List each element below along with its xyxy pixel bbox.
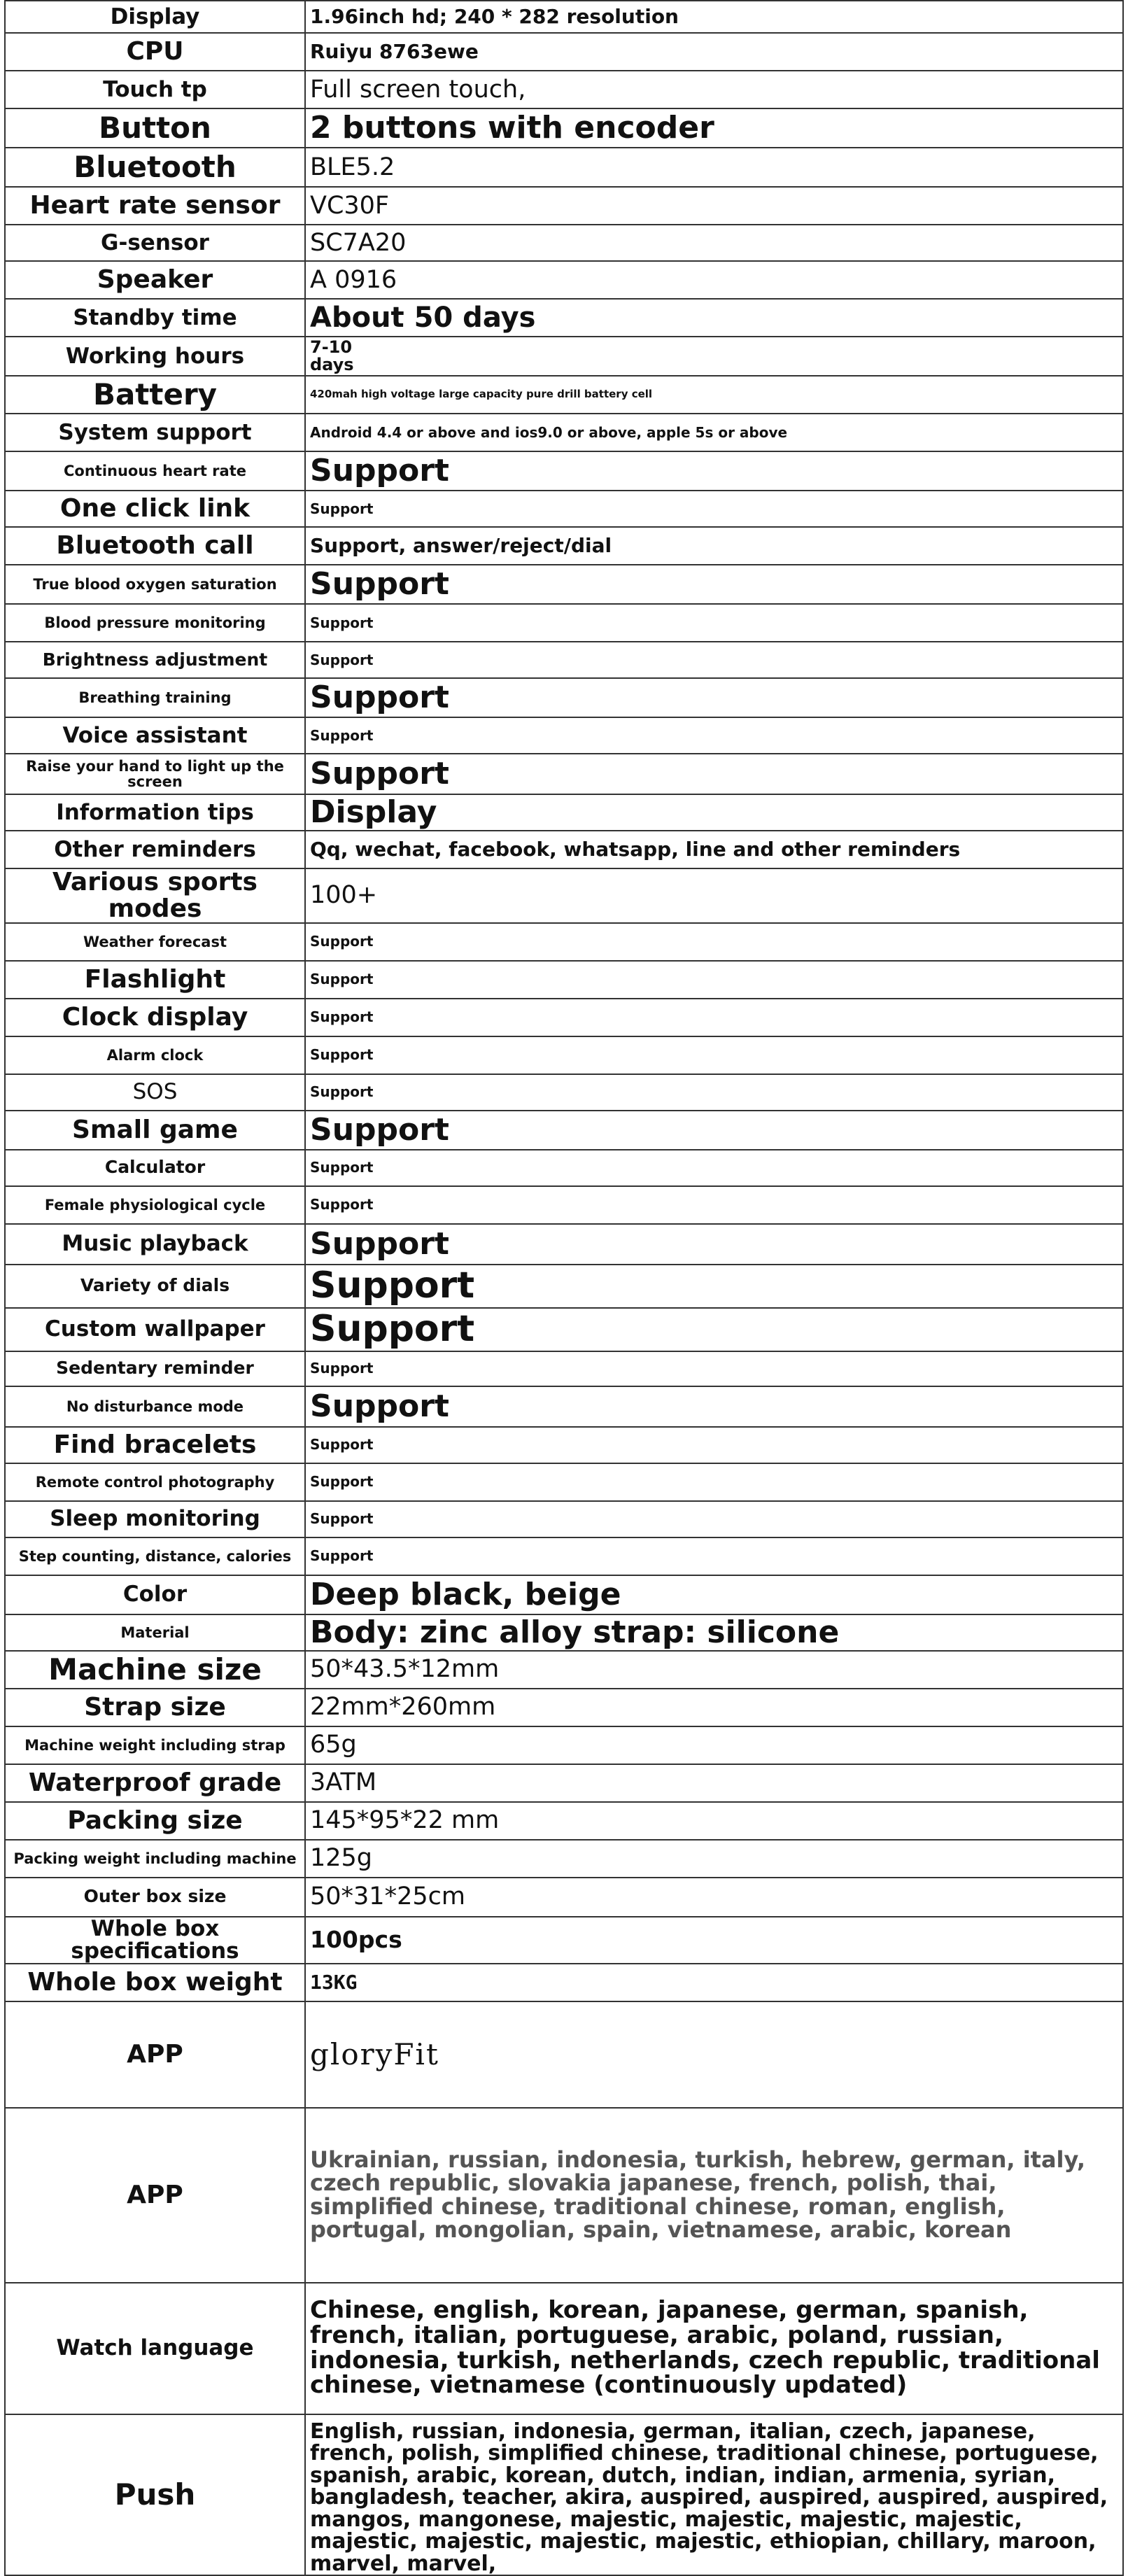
spec-value: Support [305,565,1123,604]
spec-value: Support [305,961,1123,999]
spec-value: Support [305,1501,1123,1537]
spec-value: Support [305,1427,1123,1463]
spec-value: Ukrainian, russian, indonesia, turkish, hebrew, german, italy, czech republic, slovakia japanese, french, polish, thai, simplified chinese, traditional chinese, roman, english, portugal, mongolian, spain, vietnamese, arabic, korean [305,2108,1123,2283]
table-row [5,299,1123,337]
spec-label: Machine weight including strap [5,1726,305,1764]
spec-value: Support [305,491,1123,527]
spec-value: Chinese, english, korean, japanese, german, spanish, french, italian, portuguese, arabic, poland, russian, indonesia, turkish, netherlands, czech republic, traditional chinese, vietnamese (continuously updated) [305,2283,1123,2414]
spec-label: Display [5,1,305,33]
spec-value: 22mm*260mm [305,1689,1123,1726]
spec-label: Outer box size [5,1878,305,1917]
table-row [5,148,1123,187]
table-row [5,1,1123,33]
table-row [5,1463,1123,1501]
spec-label: Remote control photography [5,1463,305,1501]
table-row [5,2108,1123,2283]
table-row [5,108,1123,148]
spec-label: CPU [5,33,305,71]
table-row [5,1614,1123,1651]
spec-label: Push [5,2414,305,2576]
spec-value: Support [305,1111,1123,1150]
spec-label: Brightness adjustment [5,642,305,678]
spec-value: 1.96inch hd; 240 * 282 resolution [305,1,1123,33]
spec-value: 65g [305,1726,1123,1764]
spec-value: Android 4.4 or above and ios9.0 or above, apple 5s or above [305,414,1123,451]
table-row [5,1964,1123,2001]
spec-label: Battery [5,376,305,414]
spec-label: Strap size [5,1689,305,1726]
spec-label: Raise your hand to light up the screen [5,754,305,794]
spec-label: Whole box specifications [5,1917,305,1964]
spec-label: Button [5,108,305,148]
spec-value: Support [305,1463,1123,1501]
spec-value: A 0916 [305,261,1123,299]
spec-label: Material [5,1614,305,1651]
spec-label: G-sensor [5,225,305,261]
spec-label: Breathing training [5,678,305,717]
table-row [5,1386,1123,1427]
spec-value: 145*95*22 mm [305,1802,1123,1840]
spec-value: Support [305,642,1123,678]
spec-value: Body: zinc alloy strap: silicone [305,1614,1123,1651]
spec-label: Working hours [5,337,305,376]
spec-value: Support [305,1074,1123,1111]
spec-label: Find bracelets [5,1427,305,1463]
spec-value: BLE5.2 [305,148,1123,187]
table-row [5,1840,1123,1878]
spec-label: Blood pressure monitoring [5,604,305,642]
spec-label: Step counting, distance, calories [5,1537,305,1575]
spec-label: Touch tp [5,71,305,108]
spec-value: Ruiyu 8763ewe [305,33,1123,71]
table-row [5,1878,1123,1917]
spec-label: Sleep monitoring [5,1501,305,1537]
spec-label: System support [5,414,305,451]
table-row [5,1802,1123,1840]
spec-label: Watch language [5,2283,305,2414]
spec-label: Packing size [5,1802,305,1840]
table-row [5,1265,1123,1308]
table-row [5,999,1123,1036]
table-row [5,794,1123,831]
spec-value: English, russian, indonesia, german, italian, czech, japanese, french, polish, simplified chinese, traditional chinese, portuguese, spanish, arabic, korean, dutch, indian, indian, armenia, syrian, bangladesh, teacher, akira, auspired, auspired, auspired, auspired, mangos, mangonese, majestic, majestic, majestic, majestic, majestic, majestic, majestic, majestic, ethiopian, chillary, maroon, marvel, marvel, [305,2414,1123,2576]
spec-value: 3ATM [305,1764,1123,1802]
spec-value: Support [305,1265,1123,1308]
spec-value: Support [305,1224,1123,1265]
spec-label: Other reminders [5,831,305,868]
spec-table [4,0,1124,2576]
spec-label: Female physiological cycle [5,1186,305,1224]
table-row [5,414,1123,451]
table-row [5,1651,1123,1689]
spec-value: Support [305,604,1123,642]
spec-value: Support, answer/reject/dial [305,527,1123,565]
table-row [5,187,1123,225]
spec-value: Support [305,999,1123,1036]
spec-value: Support [305,678,1123,717]
table-row [5,868,1123,923]
spec-label: No disturbance mode [5,1386,305,1427]
spec-label: Bluetooth [5,148,305,187]
spec-value: Support [305,1186,1123,1224]
table-row [5,678,1123,717]
table-row [5,376,1123,414]
spec-label: Sedentary reminder [5,1351,305,1386]
table-row [5,642,1123,678]
spec-value: Qq, wechat, facebook, whatsapp, line and other reminders [305,831,1123,868]
spec-label: Calculator [5,1150,305,1186]
spec-value: 100pcs [305,1917,1123,1964]
spec-value: About 50 days [305,299,1123,337]
spec-value: Support [305,1386,1123,1427]
table-row [5,451,1123,491]
table-row [5,2414,1123,2576]
table-row [5,1764,1123,1802]
spec-label: One click link [5,491,305,527]
table-row [5,1111,1123,1150]
table-row [5,831,1123,868]
spec-label: Color [5,1575,305,1614]
spec-value: Support [305,1150,1123,1186]
spec-value: Support [305,1308,1123,1351]
spec-value: 50*43.5*12mm [305,1651,1123,1689]
spec-value: 2 buttons with encoder [305,108,1123,148]
spec-value: Support [305,923,1123,961]
table-row [5,261,1123,299]
spec-label: Flashlight [5,961,305,999]
table-row [5,1351,1123,1386]
table-row [5,1575,1123,1614]
spec-value: Support [305,1537,1123,1575]
spec-value: 420mah high voltage large capacity pure drill battery cell [305,376,1123,414]
spec-label: Clock display [5,999,305,1036]
spec-label: Speaker [5,261,305,299]
table-row [5,2001,1123,2108]
spec-label: Bluetooth call [5,527,305,565]
spec-label: Voice assistant [5,717,305,754]
spec-value: 50*31*25cm [305,1878,1123,1917]
spec-value: Support [305,451,1123,491]
spec-value: gloryFit [305,2001,1123,2108]
spec-value: SC7A20 [305,225,1123,261]
spec-label: Various sports modes [5,868,305,923]
table-row [5,491,1123,527]
table-row [5,337,1123,376]
table-row [5,754,1123,794]
table-row [5,1427,1123,1463]
spec-value: Full screen touch, [305,71,1123,108]
spec-value: Support [305,1351,1123,1386]
table-row [5,71,1123,108]
table-row [5,1308,1123,1351]
table-row [5,1917,1123,1964]
table-row [5,1726,1123,1764]
spec-value: 13KG [305,1964,1123,2001]
spec-label: Music playback [5,1224,305,1265]
table-row [5,961,1123,999]
spec-label: True blood oxygen saturation [5,565,305,604]
spec-label: Whole box weight [5,1964,305,2001]
spec-label: Waterproof grade [5,1764,305,1802]
table-row [5,1036,1123,1074]
spec-label: APP [5,2108,305,2283]
spec-value: VC30F [305,187,1123,225]
table-row [5,2283,1123,2414]
table-row [5,527,1123,565]
table-row [5,1537,1123,1575]
spec-label: Alarm clock [5,1036,305,1074]
table-row [5,923,1123,961]
table-row [5,1150,1123,1186]
table-row [5,1689,1123,1726]
table-row [5,33,1123,71]
spec-label: Weather forecast [5,923,305,961]
table-row [5,1501,1123,1537]
table-row [5,604,1123,642]
spec-label: Packing weight including machine [5,1840,305,1878]
spec-value: Support [305,717,1123,754]
spec-value: 7-10 days [305,337,1123,376]
spec-label: Machine size [5,1651,305,1689]
spec-label: Custom wallpaper [5,1308,305,1351]
spec-value: 100+ [305,868,1123,923]
table-row [5,717,1123,754]
spec-value: Deep black, beige [305,1575,1123,1614]
spec-value: 125g [305,1840,1123,1878]
spec-value: Support [305,1036,1123,1074]
table-row [5,1074,1123,1111]
table-row [5,565,1123,604]
spec-label: APP [5,2001,305,2108]
spec-value: Display [305,794,1123,831]
spec-label: Continuous heart rate [5,451,305,491]
table-row [5,1186,1123,1224]
table-row [5,225,1123,261]
spec-label: Variety of dials [5,1265,305,1308]
spec-label: Information tips [5,794,305,831]
spec-value: Support [305,754,1123,794]
spec-label: Standby time [5,299,305,337]
table-row [5,1224,1123,1265]
spec-label: Heart rate sensor [5,187,305,225]
spec-label: SOS [5,1074,305,1111]
spec-label: Small game [5,1111,305,1150]
